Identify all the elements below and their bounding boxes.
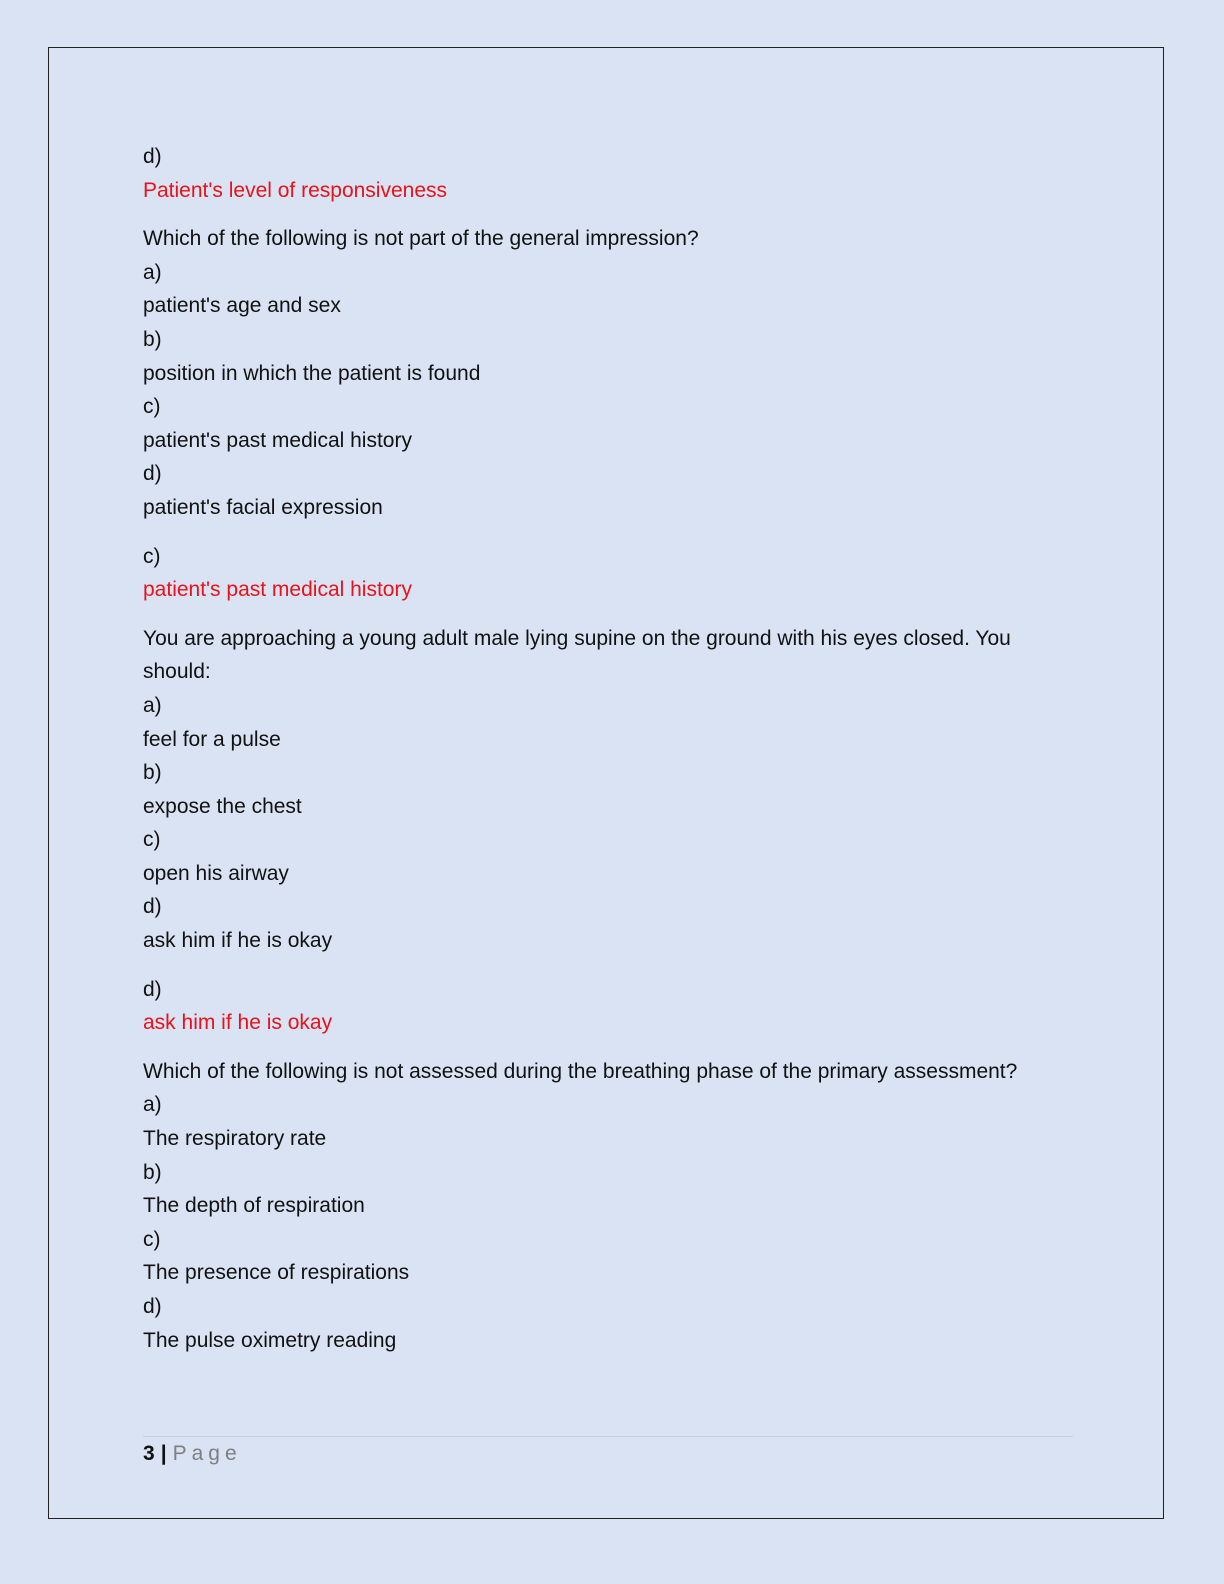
option-text: The respiratory rate [143,1127,327,1151]
option-letter: b) [143,327,162,351]
option-text: patient's facial expression [143,495,383,519]
option-text: patient's age and sex [143,294,341,318]
option-letter: d) [143,462,162,486]
page-number: 3 [143,1442,155,1465]
page-footer [143,1440,242,1468]
answer-text: patient's past medical history [143,578,412,602]
option-text: The depth of respiration [143,1194,365,1218]
footer-rule [143,1436,1073,1437]
option-letter: c) [143,828,161,852]
option-letter: b) [143,1160,162,1184]
option-text: feel for a pulse [143,727,281,751]
option-text: position in which the patient is found [143,361,481,385]
option-letter: c) [143,395,161,419]
question-text-continued: should: [143,660,211,684]
option-text: The pulse oximetry reading [143,1328,397,1352]
footer-separator: | [160,1442,167,1465]
page-label: Page [172,1442,242,1465]
option-text: ask him if he is okay [143,929,333,953]
answer-letter: c) [143,544,161,568]
option-letter: d) [143,1295,162,1318]
option-letter: b) [143,761,162,785]
option-letter: a) [143,693,162,717]
answer-letter: d) [143,145,162,168]
answer-text: ask him if he is okay [143,1011,333,1035]
option-text: The presence of respirations [143,1261,410,1285]
question-text: Which of the following is not assessed during the breathing phase of the primary assessment? [143,1059,1018,1083]
option-letter: c) [143,1227,161,1251]
option-text: open his airway [143,861,289,885]
document-body [143,140,1073,1357]
option-letter: d) [143,895,162,919]
option-text: patient's past medical history [143,428,412,452]
answer-letter: d) [143,977,162,1001]
option-letter: a) [143,1093,162,1117]
option-text: expose the chest [143,794,302,818]
question-text: You are approaching a young adult male lying supine on the ground with his eyes closed. You [143,626,1011,650]
answer-text: Patient's level of responsiveness [143,178,448,202]
option-letter: a) [143,260,162,284]
question-text: Which of the following is not part of the general impression? [143,227,699,251]
